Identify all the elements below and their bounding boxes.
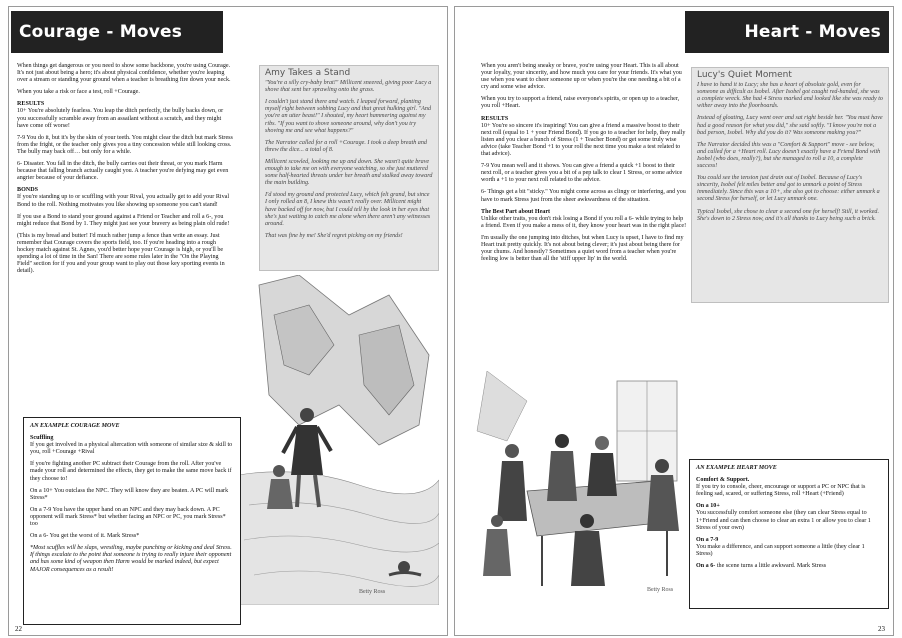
sidebar-paragraph: The Narrator called for a roll +Courage. I took a deep breath and threw the dice... a total of 8.: [265, 139, 427, 153]
example-paragraph: On a 6- You get the worst of it. Mark Stress*: [30, 533, 140, 540]
example-paragraph: If you get involved in a physical altercation with someone of similar size & skill to you, roll +Courage +Rival: [30, 442, 233, 456]
bonds-text-2: If you use a Bond to stand your ground against a Friend or Teacher and roll a 6-, you might reduce that Bond by 1. They might just see your bravery as being plain old rude!: [17, 213, 230, 227]
result-7-9: 7-9 You do it, but it's by the skin of your teeth. You might clear the ditch but mark Stress from the fright, or the teacher only gives you a tiny concession while still looking cross. The bully may back off… but only for a while.: [17, 134, 233, 155]
classroom-illustration-drawing: [467, 371, 705, 597]
example-result-heading: On a 10+: [696, 503, 720, 510]
sidebar-paragraph: Instead of gloating, Lucy went over and sat right beside her. "You must have had a good reason for what you did," she said softly. "I know you're not a bad person, Isobel. Why did you do it? Was someone making you?": [697, 115, 883, 136]
sidebar-paragraph: I couldn't just stand there and watch. I leaped forward, planting myself right between sobbing Lucy and that great hulking girl. "And you're an utter beast!" I shouted, my heart hammering against my ribs. "If you want to shove someone around, why don't you try shoving me and see what happens?": [265, 99, 432, 134]
sidebar-paragraph: "You're a silly cry-baby brat!" Millicent sneered, giving poor Lucy a shove that sent her sprawling onto the grass.: [265, 80, 432, 94]
best-part-heading: The Best Part about Heart: [481, 208, 551, 215]
sidebar-paragraph: Typical Isobel, she chose to clear a second one for herself! Still, it worked. She's down to 2 Stress now, and it's all thanks to Lucy being such a brick.: [697, 208, 879, 222]
example-paragraph: If you try to console, cheer, encourage or support a PC or NPC that is feeling sad, scared, or suffering Stress, roll +Heart (+Friend): [696, 484, 866, 498]
example-result-text: the scene turns a little awkward. Mark Stress: [716, 563, 827, 570]
sidebar-title: Amy Takes a Stand: [265, 68, 351, 78]
page-number: 22: [15, 625, 22, 633]
result-7-9: 7-9 You mean well and it shows. You can give a friend a quick +1 boost to their next roll, or a teacher gives you a bit of a pep talk to clear 1 Stress, or some advice worth a +1 to your next roll related to the advice.: [481, 163, 683, 184]
sidebar-paragraph: Millicent scowled, looking me up and down. She wasn't quite brave enough to take me on with everyone watching, so she just muttered some half-hearted threats under her breath and stalked away toward the main building.: [265, 158, 433, 187]
sidebar-paragraph: You could see the tension just drain out of Isobel. Because of Lucy's sincerity, Isobel felt miles better and got to unmark a point of Stress immediately. Since this was a 10+, she also got to choose: either unmark a second Stress for herself, or let Lucy unmark one.: [697, 175, 880, 203]
example-paragraph: On a 7-9 You have the upper hand on an NPC and they may back down. A PC opponent will mark Stress* but whether facing an NPC or PC, you mark Stress* too: [30, 506, 226, 528]
example-paragraph: On a 10+ You outclass the NPC. They will know they are beaten. A PC will mark Stress*: [30, 487, 229, 501]
example-paragraph: If you're fighting another PC subtract their Courage from the roll. After you've made your roll and determined the effects, they get to make the same move back if they choose to!: [30, 461, 232, 482]
example-move-name: Comfort & Support.: [696, 477, 750, 484]
illustration-signature: Betty Ross: [359, 589, 386, 595]
results-heading: RESULTS: [481, 115, 509, 122]
heart-intro: When you aren't being sneaky or brave, you're using your Heart. This is all about your loyalty, your sincerity, and how much you care for your friends. It's what you use when you want to cheer someone up or when you're the one needing a bit of a cry and some wise advice.: [481, 63, 682, 91]
results-heading: RESULTS: [17, 101, 45, 108]
example-heading: AN EXAMPLE COURAGE MOVE: [30, 423, 120, 429]
sidebar-paragraph: The Narrator decided this was a "Comfort & Support" move - see below, and called for a +Heart roll. Lucy doesn't exactly have a Friend Bond with Isobel (who does, really?), but she managed to roll a 10, a complete success!: [697, 141, 881, 170]
example-paragraph: You successfully comfort someone else (they can clear Stress equal to 1+Friend and can then choose to clear an extra 1 or allow you to clear 1 Stress of your own): [696, 510, 871, 531]
page-title-banner: Heart - Moves: [685, 11, 889, 53]
sidebar-paragraph: I'd stood my ground and protected Lucy, which felt grand, but since I only rolled an 8, I knew this wasn't really over. Millicent might have backed off for now, but I could tell by the look in her eyes that she's just waiting to catch me alone when there aren't any witnesses around.: [265, 192, 431, 227]
lucy-sidebar: [691, 67, 889, 303]
swimming-illustration: [239, 275, 439, 605]
classroom-illustration: [467, 371, 705, 597]
illustration-signature: Betty Ross: [647, 587, 674, 593]
heart-roll: When you try to support a friend, raise everyone's spirits, or open up to a teacher, you roll +Heart.: [481, 96, 680, 110]
result-10: 10+ You're absolutely fearless. You leap the ditch perfectly, the bully backs down, or you successfully scramble away from an assailant without a scratch, and they might have come off worse!: [17, 108, 224, 129]
swimming-illustration-drawing: [239, 275, 439, 605]
example-heading: AN EXAMPLE HEART MOVE: [696, 465, 777, 471]
result-6: 6- Disaster. You fall in the ditch, the bully carries out their threat, or you mark Harm because that falling branch actually caught you. A teacher you're defying may get even angrier because of your defiance.: [17, 161, 229, 182]
left-page: [8, 6, 448, 636]
result-10: 10+ You're so sincere it's inspiring! You can give a friend a massive boost to their next roll (equal to 1 + your Friend Bond). If you go to a teacher for help, they really listen and you clear a bunch of Stress (1 + Teacher Bond) or get some truly wise advice (take Teacher Bond +1 to your roll the next time you make a test related to that advice).: [481, 122, 686, 158]
example-paragraph: [696, 563, 882, 570]
heart-musing: I'm usually the one jumping into ditches, but when Lucy is upset, I have to find my Heart trait pretty quickly. It's not about being clever; it's just about being there for your chums. And honestly? Sometimes a quiet word from a teacher when you're feeling low is better than all the 'stiff upper lip' in the world.: [481, 234, 684, 263]
sidebar-paragraph: I have to hand it to Lucy; she has a heart of absolute gold, even for someone as difficult as Isobel. After Isobel got caught red-handed, she was a complete wreck. She had 4 Stress marked and looked like she was ready to wither away into the floorboards.: [697, 82, 883, 110]
heart-text-column: [481, 63, 687, 268]
bonds-text-1: If you're standing up to or scuffling with your Rival, you actually get to add your Rival Bond to the roll. Nothing motivates you like showing up someone you can't stand!: [17, 194, 230, 208]
courage-roll: When you take a risk or face a test, roll +Courage.: [17, 89, 140, 96]
bonds-heading: BONDS: [17, 187, 38, 194]
best-part-text: Unlike other traits, you don't risk losing a Bond if you roll a 6- while trying to help a friend. Even if you make a mess of it, they know your heart was in the right place!: [481, 215, 687, 229]
sidebar-paragraph: That was fine by me! She'd regret picking on my friends!: [265, 232, 403, 239]
example-move-name: Scuffling: [30, 435, 54, 442]
example-footnote: *Most scuffles will be slaps, wrestling, maybe punching or kicking and deal Stress. If things escalate to the point that someone is trying to really injure their opponent and has some kind of weapon then Harm would be marked indeed, but expect MAJOR consequences as a result!: [30, 545, 232, 573]
example-result-heading: On a 7-9: [696, 536, 719, 543]
page-title-banner: Courage - Moves: [11, 11, 223, 53]
courage-intro: When things get dangerous or you need to show some backbone, you're using Courage. It's not just about being a hero; it's about physical confidence, whether you're leaping over a stream or standing your ground when a teacher is breathing fire down your neck.: [17, 63, 231, 84]
amy-sidebar: [259, 65, 439, 271]
right-page: [454, 6, 894, 636]
example-paragraph: You make a difference, and can support someone a little (they clear 1 Stress): [696, 543, 865, 557]
example-result-heading: On a 6-: [696, 563, 716, 570]
courage-text-column: [17, 63, 233, 280]
result-6: 6- Things get a bit "sticky." You might come across as clingy or interfering, and you have to mark Stress just from the sheer awkwardness of the situation.: [481, 189, 686, 203]
courage-example-box: [23, 417, 241, 625]
sidebar-title: Lucy's Quiet Moment: [697, 70, 792, 80]
page-number: 23: [878, 625, 885, 633]
sports-aside: (This is my bread and butter! I'd much rather jump a fence than write an essay. Just remember that Courage covers the sports field, too. If you're heading into a rough hockey match against St. Agnes, you'd better hope your Courage is high, or you'll be spending a lot of time in the San! There are some rules later in the "On the Playing Field" section for if you and your group want to play out those key sporting events in detail).: [17, 232, 225, 275]
heart-example-box: [689, 459, 889, 609]
